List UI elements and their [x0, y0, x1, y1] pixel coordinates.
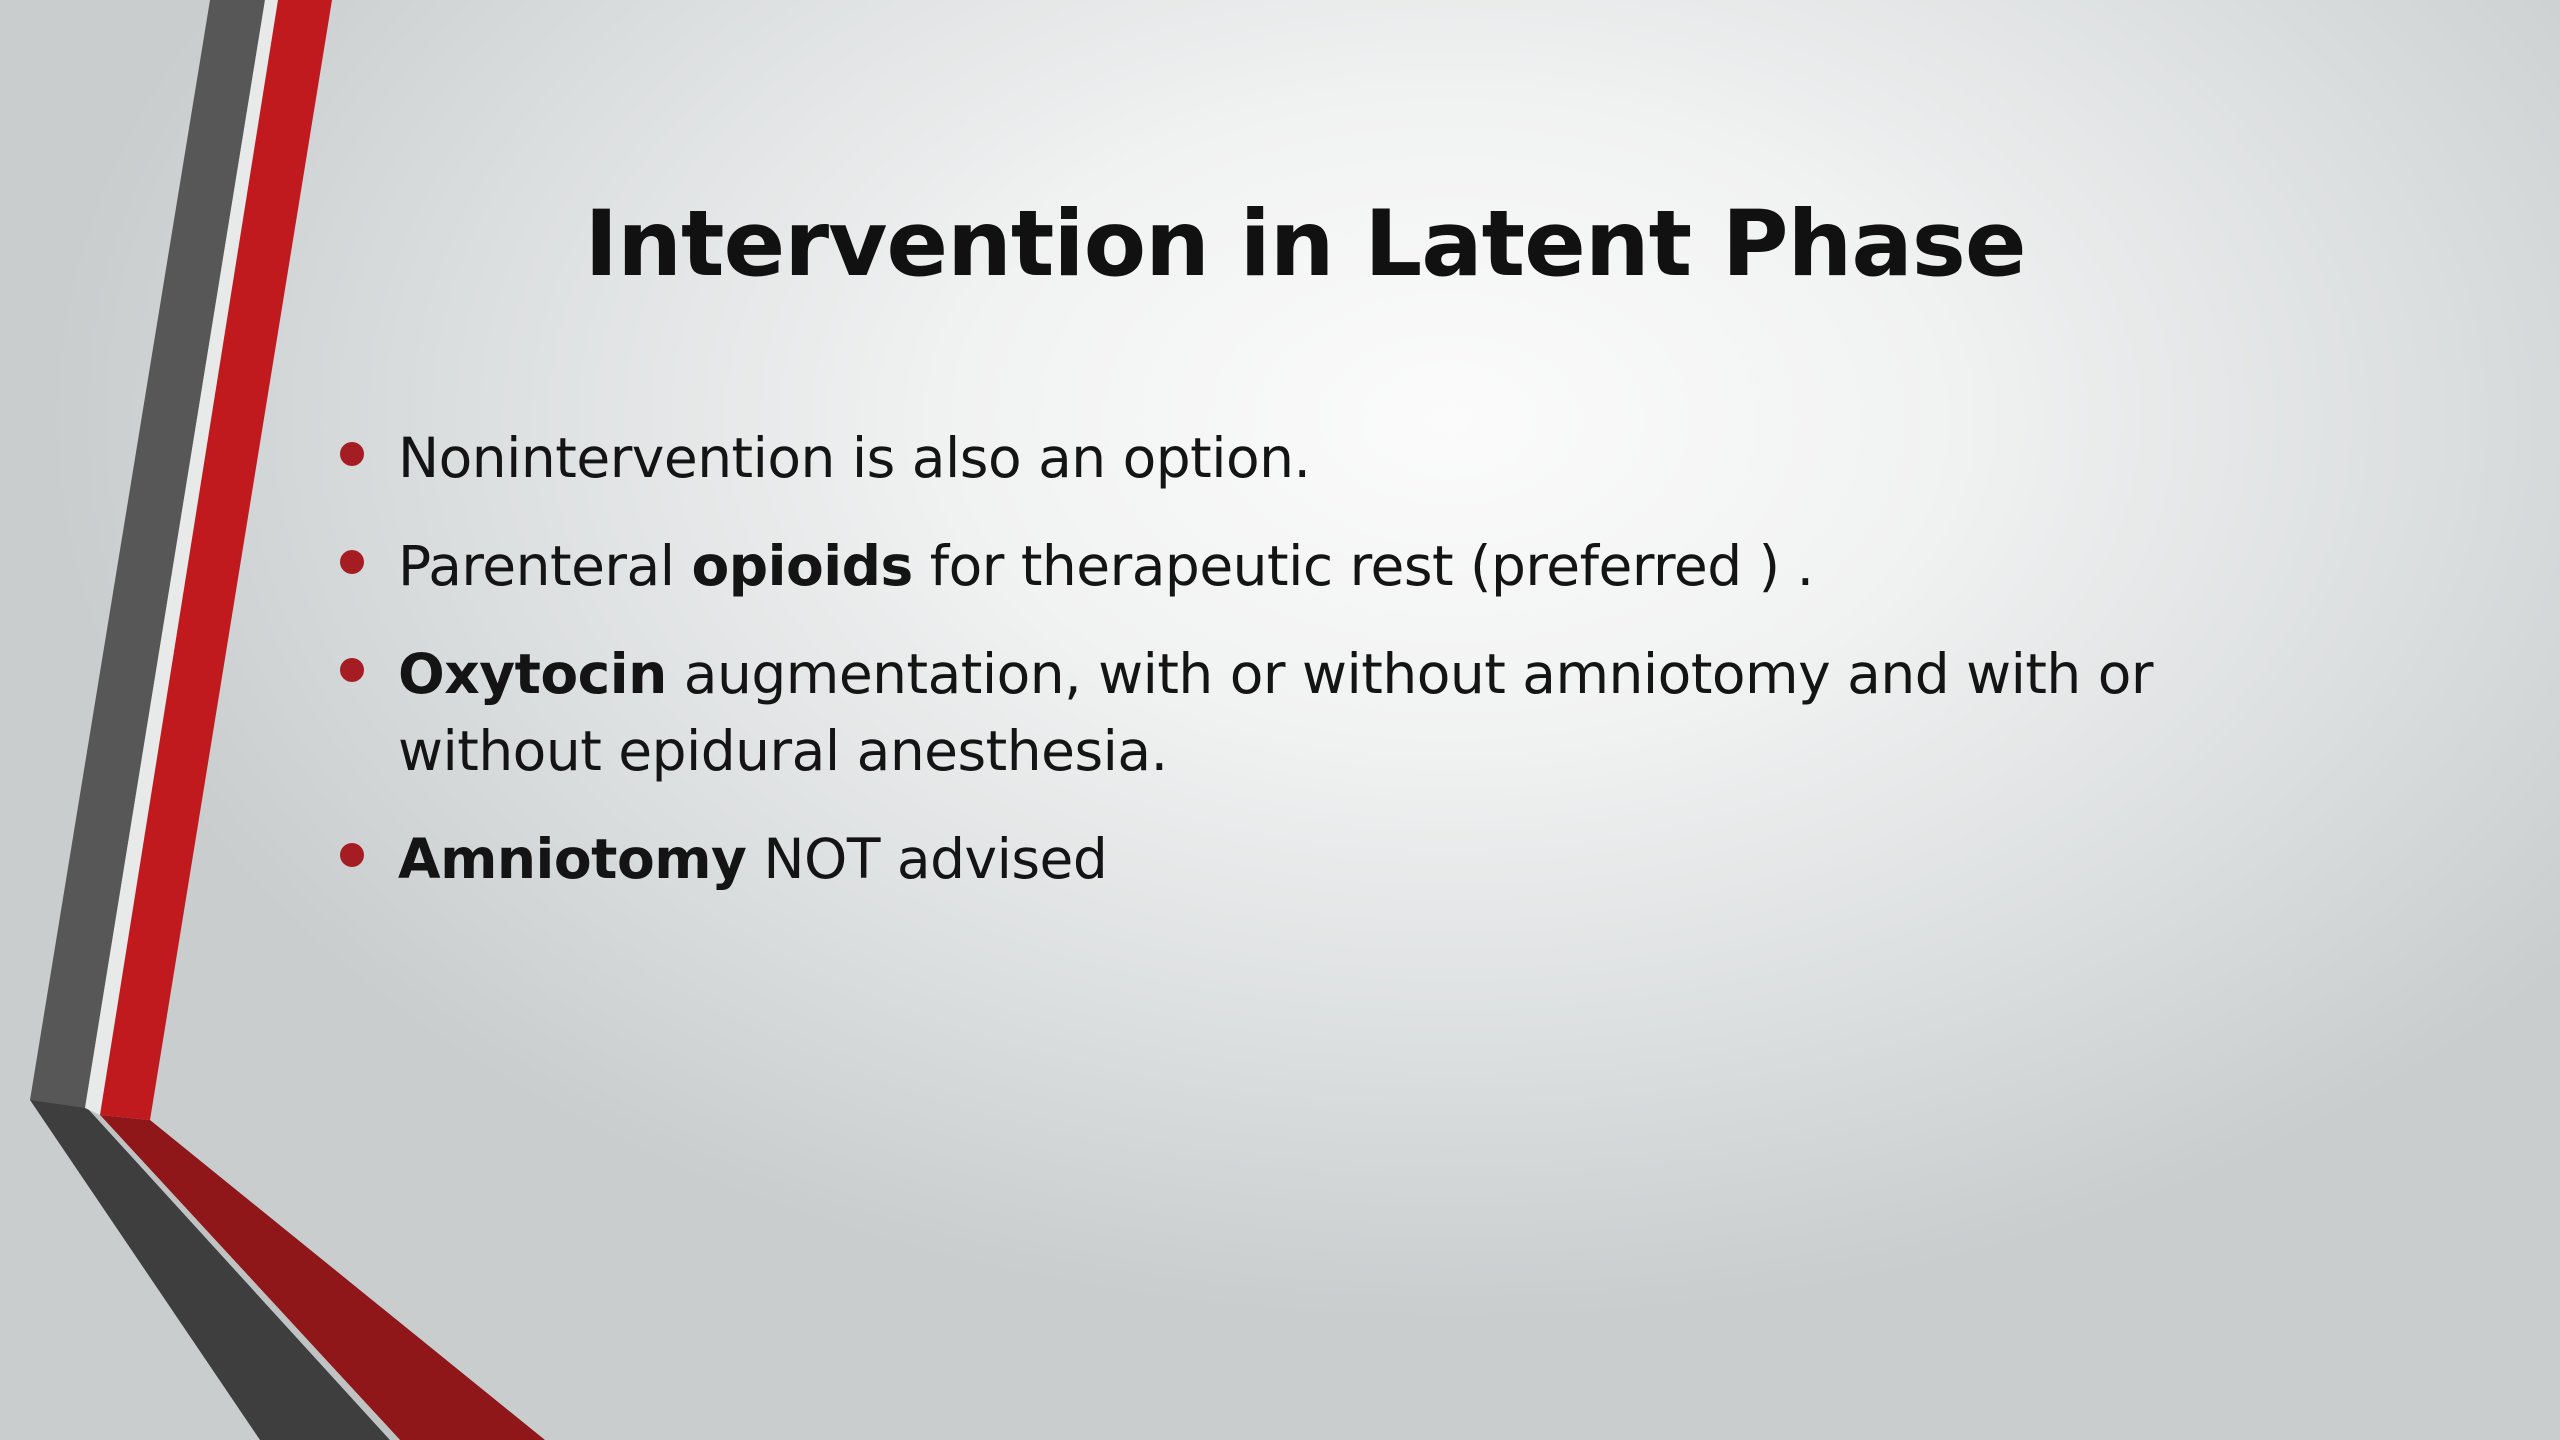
stripe-dark-lower — [30, 1100, 390, 1440]
bullet-bold-term: opioids — [691, 534, 913, 598]
bullet-text: augmentation, with or without amniotomy and with or without epidural anesthesia. — [398, 642, 2154, 783]
bullet-list — [340, 420, 2360, 929]
bullet-text: Nonintervention is also an option. — [398, 426, 1311, 490]
bullet-dot — [340, 843, 364, 867]
bullet-dot — [340, 550, 364, 574]
slide-title: Intervention in Latent Phase — [584, 192, 2026, 297]
bullet-dot — [340, 658, 364, 682]
bullet-item — [340, 528, 2360, 605]
bullet-item — [340, 821, 2360, 898]
bullet-item — [340, 420, 2360, 497]
bullet-dot — [340, 442, 364, 466]
bullet-item — [340, 636, 2360, 790]
bullet-text: for therapeutic rest (preferred ) . — [912, 534, 1814, 598]
bullet-lead-text: Parenteral — [398, 534, 692, 598]
stripe-light-gap — [85, 0, 278, 1115]
bullet-bold-term: Oxytocin — [398, 642, 667, 706]
bullet-bold-term: Amniotomy — [398, 827, 747, 891]
bullet-text: NOT advised — [746, 827, 1108, 891]
